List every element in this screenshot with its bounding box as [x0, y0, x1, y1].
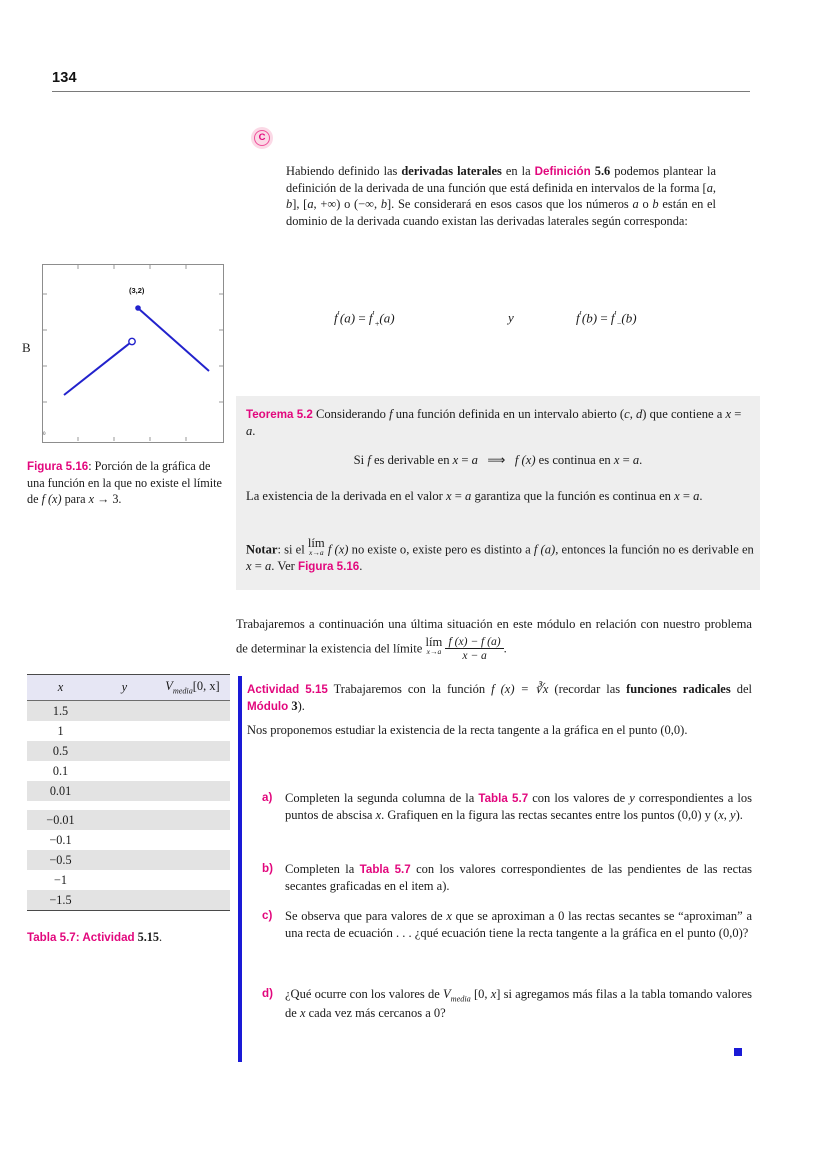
table-row	[27, 781, 230, 801]
header-divider	[52, 91, 750, 92]
formula-right-prime: ′	[579, 310, 582, 321]
lead-fraction-denominator: x − a	[462, 648, 487, 662]
intro-var-b1: b	[286, 197, 293, 211]
table-row	[27, 810, 230, 830]
cell-x: −0.01	[27, 810, 94, 830]
formula-left-arg2: (a)	[379, 310, 395, 326]
vmedia-v: V	[165, 679, 173, 693]
note-text-4: =	[251, 559, 265, 574]
item-d-vmedia-sub: media	[450, 994, 471, 1004]
lead-fraction-numerator: f (x) − f (a)	[445, 635, 503, 649]
figure-caption-var-x: x	[88, 492, 95, 507]
item-a-text-5: ,	[723, 808, 731, 823]
vmedia-bracket: [0, x]	[192, 679, 220, 693]
activity-item-b-marker: b)	[262, 862, 273, 875]
intro-text-4: ,	[712, 180, 716, 195]
formula-right-f: f	[576, 310, 580, 326]
intro-text-2: en la	[501, 164, 535, 178]
table-caption	[27, 930, 237, 945]
table-row	[27, 741, 230, 761]
cell-y[interactable]	[94, 810, 155, 830]
tabla-5-7	[27, 674, 230, 911]
section-marker-c	[251, 127, 273, 149]
cell-x: 0.1	[52, 763, 69, 778]
activity-item-c	[262, 908, 752, 943]
cell-vmedia[interactable]	[155, 741, 230, 761]
impl-fx: f (x)	[514, 453, 536, 467]
table-row	[27, 721, 230, 741]
cell-x: 0.5	[27, 741, 94, 761]
cell-vmedia[interactable]	[155, 761, 230, 781]
vmedia-sub: media	[172, 686, 193, 696]
activity-title-text-2: (recordar las	[548, 682, 627, 696]
intro-var-a1: a	[706, 180, 713, 195]
intro-text-1: Habiendo definido las	[286, 164, 402, 178]
item-c-text-1: Se observa que para valores de	[285, 909, 447, 923]
intro-text-9: están en el dominio de la derivada cuando existan las derivadas laterales según corresponda:	[286, 197, 716, 228]
cell-x: −0.5	[27, 850, 94, 870]
impl-text-3: =	[458, 453, 472, 467]
figure-caption-text: : Porción de la gráfica de una función en la que no existe el límite de	[27, 459, 222, 507]
activity-intro: Nos proponemos estudiar la existencia de la recta tangente a la gráfica en el punto (0,0).	[247, 723, 688, 737]
formula-right-f2: f	[610, 310, 615, 326]
figure-right-branch	[139, 309, 209, 371]
item-b-text-1: Completen la	[285, 862, 360, 876]
cell-vmedia[interactable]	[155, 890, 230, 911]
formula-left-equals: =	[358, 310, 366, 326]
activity-item-d	[262, 986, 752, 1022]
intro-definicion-number: 5.6	[590, 164, 611, 178]
theorem-var-f: f	[389, 407, 393, 421]
item-a-var-x: x	[375, 808, 382, 823]
table-row	[27, 761, 230, 781]
cell-y[interactable]	[94, 890, 155, 911]
data-table	[27, 674, 230, 911]
figure-point-label: (3,2)	[129, 286, 145, 295]
item-c-text-2: que se aproximan a 0 las rectas secantes se “aproximan” a una recta de ecuación . . . ¿qué ecuación tiene la recta tangente a la gráfica en el punto (0,0)?	[285, 909, 752, 941]
activity-function-expression: f (x) = ∛x	[491, 682, 549, 696]
cell-x: 1.5	[27, 701, 94, 722]
theorem-note-line	[246, 537, 754, 575]
link-tabla-5-7-b[interactable]: Tabla 5.7	[359, 863, 411, 876]
formula-left-prime: ′	[337, 310, 340, 321]
cell-x: −0.1	[49, 832, 72, 847]
item-c-var-x: x	[446, 909, 452, 923]
item-a-text-2: con los valores de	[528, 791, 630, 805]
figure-caption-end: → 3.	[94, 492, 122, 507]
intro-text-6: , +∞) o (−∞,	[313, 197, 381, 211]
formula-left-sub: +	[374, 319, 380, 329]
theorem-var-c: c	[624, 407, 630, 421]
limit-subscript: x→a	[308, 548, 324, 558]
formula-left-prime2: ′	[372, 310, 375, 321]
item-d-text-2: [0,	[470, 987, 491, 1001]
cell-vmedia[interactable]	[155, 850, 230, 870]
formula-left-arg: (a)	[339, 310, 356, 326]
note-text-2: no existe o, existe pero es distinto a	[348, 542, 534, 557]
theorem-label: Teorema 5.2	[246, 408, 313, 421]
item-d-vmedia-symbol	[442, 987, 471, 1004]
table-row	[27, 830, 230, 850]
intro-var-a2: a	[307, 197, 314, 211]
cell-y[interactable]	[94, 830, 155, 850]
intro-var-a3: a	[632, 197, 639, 211]
item-a-text-3: correspondientes a los puntos de abscisa	[285, 791, 752, 823]
cell-vmedia[interactable]	[155, 781, 230, 801]
cell-y[interactable]	[94, 701, 155, 722]
lead-lim-subscript: x→a	[426, 647, 442, 656]
figure-axis-label-b: B	[22, 340, 31, 355]
theorem-intro-line	[246, 406, 750, 440]
page-number: 134	[52, 70, 77, 86]
cell-vmedia[interactable]	[155, 870, 230, 890]
formula-left	[334, 310, 395, 328]
activity-label: Actividad 5.15	[247, 683, 328, 696]
intro-text-8: o	[638, 197, 653, 211]
lead-paragraph	[236, 615, 752, 661]
item-d-text-1: ¿Qué ocurre con los valores de	[285, 987, 443, 1001]
activity-item-a-marker: a)	[262, 791, 273, 804]
cell-y[interactable]	[94, 741, 155, 761]
item-d-var-x: x	[490, 987, 497, 1001]
cell-y[interactable]	[94, 870, 155, 890]
figure-caption-fx: f (x)	[41, 492, 62, 507]
table-header-row	[27, 675, 230, 701]
link-figura-5-16[interactable]: Figura 5.16	[298, 560, 360, 574]
end-of-activity-marker	[734, 1048, 742, 1056]
activity-title-text-1: Trabajaremos con la función	[327, 682, 492, 696]
formula-left-f: f	[334, 310, 338, 326]
item-d-text-4: cada vez más cercanos a 0?	[305, 1005, 446, 1020]
activity-item-d-marker: d)	[262, 987, 273, 1000]
cell-x: 0.01	[27, 781, 94, 801]
note-text-3: , entonces la función no es derivable en	[555, 542, 754, 557]
cell-x: 1	[57, 723, 64, 738]
intro-text-3: podemos plantear la definición de la derivada de una función que está definida en intervalos de la forma [	[286, 164, 716, 195]
activity-title-text-3: del	[730, 682, 752, 696]
lead-limit-notation	[426, 636, 443, 656]
link-modulo[interactable]: Módulo	[247, 700, 289, 713]
impl-var-f: f	[367, 453, 371, 467]
intro-text-5: ], [	[292, 197, 308, 211]
table-header-y: y	[94, 675, 155, 701]
link-definicion[interactable]: Definición	[534, 165, 591, 178]
cons-text-4: =	[679, 489, 694, 503]
cons-var-x2: x	[674, 489, 680, 503]
intro-text-7: ]. Se considerará en esos casos que los números	[387, 197, 633, 211]
cell-vmedia[interactable]	[155, 830, 230, 850]
formula-conjunction: y	[508, 310, 514, 325]
item-d-var-x2: x	[299, 1005, 306, 1020]
note-fx: f (x)	[324, 542, 349, 557]
figure-left-branch	[64, 343, 130, 395]
theorem-intro-d: ,	[629, 407, 636, 421]
table-row	[27, 890, 230, 911]
impl-var-a2: a	[632, 453, 640, 467]
cons-var-x1: x	[446, 489, 452, 503]
theorem-intro-h: =	[731, 407, 742, 421]
lead-lim: lím	[425, 634, 443, 649]
lead-fraction	[445, 635, 503, 662]
theorem-intro-a: Considerando	[312, 407, 390, 421]
figure-caption-label: Figura 5.16	[27, 460, 89, 473]
intro-bold-derivadas-laterales: derivadas laterales	[401, 164, 502, 178]
note-text-1: : si el	[277, 542, 308, 557]
cell-vmedia[interactable]	[155, 701, 230, 722]
formula-right-equals: =	[600, 310, 608, 326]
activity-title-text-4: ).	[297, 699, 305, 713]
intro-paragraph	[286, 163, 716, 229]
cell-y[interactable]	[94, 721, 155, 741]
table-row	[27, 870, 230, 890]
theorem-intro-g: ) que contiene a	[642, 407, 726, 421]
lead-text-1: Trabajaremos a continuación una última situación en este módulo en relación con nuestro problema de determinar la existencia del límite	[236, 617, 752, 656]
impl-text-4: es continua en	[535, 453, 614, 467]
cons-text-2: =	[451, 489, 465, 503]
figure-caption	[27, 458, 225, 508]
activity-item-b	[262, 861, 753, 896]
activity-item-c-marker: c)	[262, 909, 273, 922]
impl-var-x2: x	[613, 453, 620, 467]
cell-x: −1	[54, 872, 67, 887]
cons-text-5: .	[699, 489, 703, 503]
table-body	[27, 701, 230, 911]
cell-y[interactable]	[94, 850, 155, 870]
cell-y[interactable]	[94, 761, 155, 781]
implies-arrow-icon: ⟹	[487, 453, 506, 467]
note-text-5: . Ver	[271, 559, 298, 574]
item-a-text-4: . Grafiquen en la figura las rectas secantes entre los puntos (0,0) y (	[381, 808, 719, 823]
formula-right-arg2: (b)	[621, 310, 637, 326]
item-a-var-y2: y	[730, 808, 736, 823]
impl-var-a1: a	[471, 453, 478, 467]
figure-5-16	[22, 264, 224, 443]
limit-notation	[308, 537, 325, 557]
figure-origin-label: 0	[43, 432, 46, 437]
cell-vmedia[interactable]	[155, 810, 230, 830]
formula-right	[576, 310, 637, 328]
table-row	[27, 850, 230, 870]
theorem-var-d: d	[635, 407, 643, 421]
table-head	[27, 675, 230, 701]
limit-lim: lím	[307, 536, 325, 550]
impl-text-2: es derivable en	[370, 453, 453, 467]
theorem-intro-b: una función definida en un intervalo abierto (	[392, 407, 625, 421]
vmedia-symbol	[165, 679, 193, 696]
item-d-text-3: ] si agregamos más filas a la tabla tomando valores de	[285, 987, 752, 1020]
theorem-intro-j: .	[252, 423, 256, 438]
figure-open-point	[129, 338, 135, 344]
table-caption-number: 5.15	[134, 930, 159, 944]
theorem-var-x: x	[725, 407, 732, 421]
cell-y[interactable]	[94, 781, 155, 801]
table-caption-label: Tabla 5.7: Actividad	[27, 931, 135, 944]
formula-left-f2: f	[368, 310, 373, 326]
item-d-vmedia-v: V	[442, 987, 451, 1001]
note-fa: f (a)	[533, 542, 556, 557]
formula-right-arg: (b)	[581, 310, 598, 326]
formula-right-prime2: ′	[614, 310, 617, 321]
impl-text-1: Si	[353, 453, 368, 467]
cell-vmedia[interactable]	[155, 721, 230, 741]
table-header-x: x	[27, 675, 94, 701]
impl-var-x1: x	[452, 453, 459, 467]
activity-modulo-number: 3	[288, 699, 298, 713]
theorem-consequence-line	[246, 488, 750, 505]
cons-var-a1: a	[465, 489, 472, 503]
cell-x: −1.5	[27, 890, 94, 911]
item-a-var-y: y	[629, 791, 635, 805]
formula-right-sub: −	[616, 319, 622, 329]
link-tabla-5-7-a[interactable]: Tabla 5.7	[478, 792, 529, 805]
cons-text-3: garantiza que la función es continua en	[471, 489, 675, 503]
cons-var-a2: a	[693, 489, 700, 503]
section-marker-letter: C	[254, 130, 270, 146]
activity-title-line	[247, 681, 752, 715]
activity-item-a	[262, 790, 752, 825]
activity-accent-bar	[238, 676, 242, 1062]
impl-text-6: .	[639, 453, 643, 467]
theorem-var-a: a	[246, 423, 253, 438]
note-var-a: a	[265, 559, 272, 574]
item-a-text-6: ).	[735, 808, 743, 823]
intro-var-b2: b	[380, 197, 388, 211]
theorem-implication-line	[246, 452, 750, 469]
note-text-6: .	[359, 559, 363, 574]
lead-text-2: .	[503, 641, 507, 656]
table-gap-row	[27, 801, 230, 810]
activity-bold-funciones-radicales: funciones radicales	[626, 682, 731, 696]
item-a-text-1: Completen la segunda columna de la	[285, 791, 479, 805]
item-b-text-2: con los valores correspondientes de las pendientes de las rectas secantes graficadas en el item a).	[285, 862, 753, 894]
figure-caption-tail: para	[61, 492, 89, 507]
table-caption-end: .	[158, 930, 163, 944]
note-label: Notar	[246, 542, 278, 557]
item-a-var-x2: x	[718, 808, 724, 823]
theorem-box	[236, 396, 760, 590]
intro-var-b3: b	[652, 197, 659, 211]
table-row	[27, 701, 230, 722]
table-header-vmedia	[155, 675, 230, 701]
cons-text-1: La existencia de la derivada en el valor	[246, 489, 446, 503]
note-var-x: x	[246, 559, 252, 574]
impl-text-5: =	[619, 453, 633, 467]
